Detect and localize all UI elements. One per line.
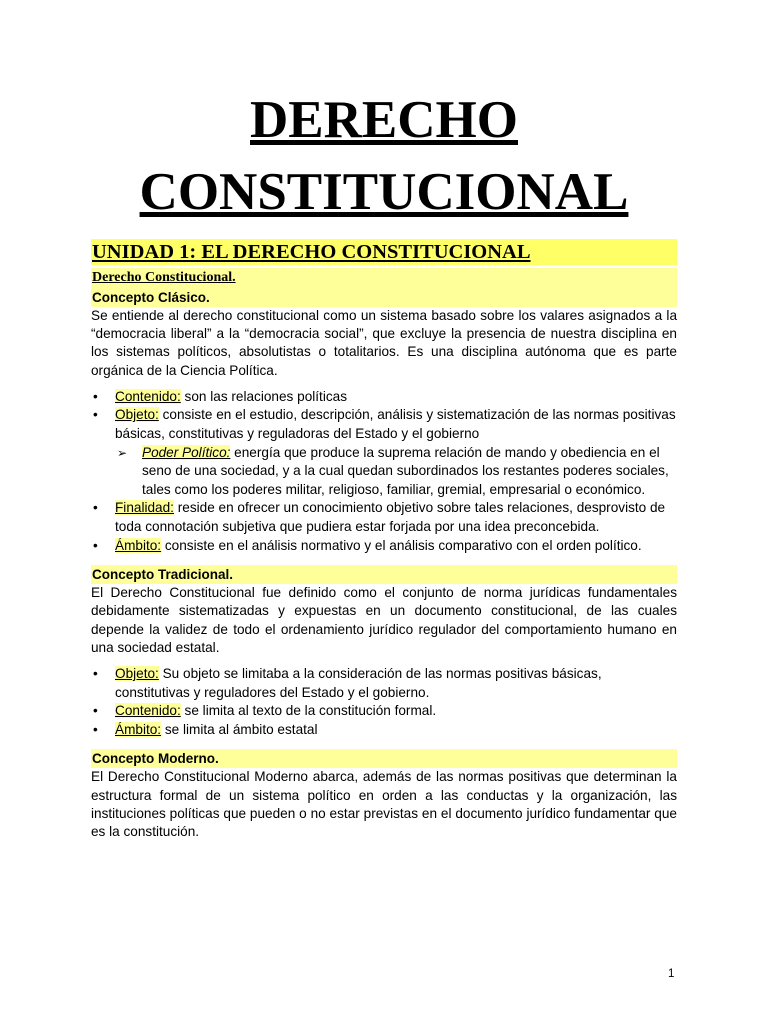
traditional-list [91,665,677,739]
term-description: energía que produce la suprema relación de mando y obediencia en el seno de una sociedad, y a la cual quedan subordinados los restantes poderes sociales, tales como los poderes militar, religioso, familiar, gremial, empresarial o económico. [142,444,669,497]
term-label: Objeto: [115,407,159,423]
term-label: Contenido: [115,703,181,719]
traditional-paragraph: El Derecho Constitucional fue definido como el conjunto de norma jurídicas fundamentales debidamente sistematizadas y expuestas en un documento constitucional, de las cuales depende la validez de todo el ordenamiento jurídico regulador del comportamiento humano en una sociedad estatal. [91,585,677,655]
term-description: reside en ofrecer un conocimiento objetivo sobre tales relaciones, desprovisto de toda connotación subjetiva que pudiera estar forjada por una idea preconcebida. [115,500,666,534]
title-line-2: CONSTITUCIONAL [139,163,629,221]
unit-heading-text: UNIDAD 1: EL DERECHO CONSTITUCIONAL [92,241,531,263]
term-description: se limita al texto de la constitución formal. [180,703,437,719]
classic-heading: Concepto Clásico. [91,288,677,307]
sub-list-item [115,444,677,500]
document-title [91,0,677,228]
list-item [91,499,677,536]
page-number: 1 [668,968,675,980]
title-line-1: DERECHO [250,91,518,149]
term-label: Objeto: [115,665,159,681]
term-description: consiste en el estudio, descripción, análisis y sistematización de las normas positivas básicas, constitutivas y reguladoras del Estado y el gobierno [115,407,676,441]
section-heading-block [91,268,677,307]
section-heading [91,268,677,288]
term-label: Ámbito: [115,537,162,553]
list-item [91,388,677,407]
traditional-heading: Concepto Tradicional. [91,565,677,584]
term-description: se limita al ámbito estatal [161,721,318,737]
list-item [91,537,677,556]
classic-paragraph: Se entiende al derecho constitucional como un sistema basado sobre los valares asignados a la “democracia liberal” a la “democracia social”, que excluye la presencia de nuestra disciplina en los sistemas políticos, absolutistas o totalitarios. Es una disciplina autónoma que es parte orgánica de la Ciencia Política. [91,308,677,378]
term-label: Ámbito: [115,721,162,737]
term-label: Finalidad: [115,500,174,516]
classic-list [91,388,677,555]
list-item [91,721,677,740]
term-label: Poder Político: [142,444,231,460]
list-item [91,665,677,702]
term-label: Contenido: [115,388,181,404]
term-description: consiste en el análisis normativo y el análisis comparativo con el orden político. [161,537,642,553]
term-description: son las relaciones políticas [180,388,347,404]
modern-paragraph: El Derecho Constitucional Moderno abarca, además de las normas positivas que determinan la estructura formal de un sistema político en orden a las conductas y la organización, las instituciones políticas que pueden o no estar previstas en el documento jurídico fundamentar que es la constitución. [91,769,677,839]
modern-heading: Concepto Moderno. [91,749,677,768]
list-item [91,702,677,721]
sub-list [115,444,677,500]
arrow-right-icon: ➢ [117,445,128,460]
document-page [91,0,677,841]
unit-heading [91,239,677,265]
term-description: Su objeto se limitaba a la consideración de las normas positivas básicas, constitutivas y reguladores del Estado y el gobierno. [115,665,602,700]
list-item [91,406,677,499]
section-heading-text: Derecho Constitucional. [92,270,236,285]
